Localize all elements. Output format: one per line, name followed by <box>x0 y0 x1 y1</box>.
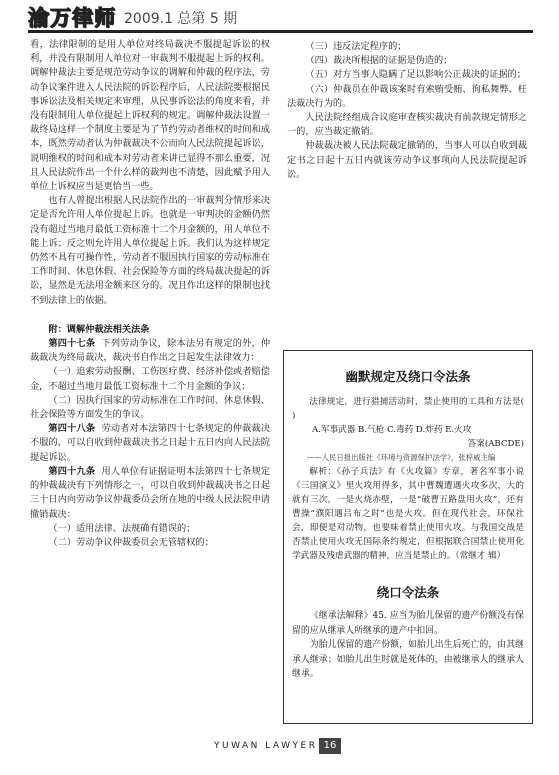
article-heading: 第四十七条 <box>48 338 96 350</box>
appendix-title: 附：调解仲裁法相关法条 <box>48 323 150 335</box>
paragraph: 也有人曾提出根据人民法院作出的一审裁判分情形来决定是否允许用人单位提起上诉。也就是一审判决的金额仍然没有超过当地月最低工资标准十二个月金额的，用人单位不能上诉；反之则允许用人单位提起上诉。我们认为这样规定仍然不具有可操作性，劳动者不服因执行国家的劳动标准在工作时间、休息休假、社会保险等方面的终局裁决提起的诉讼，显然是无法用金额来区分的。况且作出这样的限制也找不到法律上的依据。 <box>30 195 270 306</box>
magazine-logo: 渝万律师 <box>28 6 116 30</box>
analysis-text: 解析：《孙子兵法》有《火攻篇》专章，著名军事小说《三国演义》里火攻用得多，其中曹魏遭遇火攻多次，大的就有三次，一是火烧赤壁，一是“破曹五路盘用火攻”，还有曹操“濮阳遇吕布之时”也是火攻。但在现代社会，环保社会，即便是对动物，也要味着禁止使用火攻。与我国交战是否禁止使用火攻无国际条约规定，但根据联合国禁止使用化学武器及残虐武器的精神，应当是禁止的。（常继才 辑） <box>292 467 524 561</box>
article-item: （四）裁决所根据的证据是伪造的； <box>305 55 453 67</box>
left-column <box>30 38 270 550</box>
article-text: 用人单位有证据证明本法第四十七条规定的仲裁裁决有下列情形之一，可以自收到仲裁裁决书之日起三十日内向劳动争议仲裁委员会所在地的中级人民法院申请撤销裁决： <box>30 465 271 520</box>
source-citation: ——人民日报出版社《环境与资源保护法学》，张梓威主编 <box>306 453 496 462</box>
article-item: （五）对方当事人隐瞒了足以影响公正裁决的证据的； <box>305 69 526 81</box>
box-title-humor: 幽默规定及绕口令法条 <box>345 369 471 384</box>
paragraph: 人民法院经组成合议庭审查核实裁决有前款规定情形之一的，应当裁定撤销。 <box>287 112 527 138</box>
page-header <box>28 4 533 33</box>
box-title-tongue-twister: 绕口令法条 <box>376 585 440 600</box>
paragraph: 《继承法解释》45. 应当为胎儿保留的遗产份额没有保留的应从继承人所继承的遗产中扣回。 <box>292 611 524 636</box>
page-number: 16 <box>319 738 341 754</box>
paragraph: 仲裁裁决被人民法院裁定撤销的，当事人可以自收到裁定书之日起十五日内就该劳动争议事项向人民法院提起诉讼。 <box>287 140 527 180</box>
answer-options: A.军事武器 B.气枪 C.毒药 D.炸药 E.火攻 <box>312 425 472 435</box>
article-47 <box>30 337 270 365</box>
article-heading: 第四十八条 <box>48 423 96 435</box>
article-item: （三）违反法定程序的； <box>305 41 407 52</box>
article-text: 劳动者对本法第四十七条规定的仲裁裁决不服的，可以自收到仲裁裁决书之日起十五日内向人民法院提起诉讼。 <box>30 423 271 463</box>
footer-magazine-name: YUWAN LAWYER <box>214 741 318 751</box>
sidebar-box <box>283 350 533 724</box>
paragraph: 为胎儿保留的遗产份额，如胎儿出生后死亡的，由其继承人继承；如胎儿出生时就是死体的，由被继承人的继承人继承。 <box>292 640 524 680</box>
humor-section <box>292 395 524 563</box>
article-item: （一）追索劳动报酬、工伤医疗费、经济补偿或者赔偿金，不超过当地月最低工资标准十二个月金额的争议； <box>30 366 270 392</box>
article-item: （六）仲裁员在仲裁该案时有索贿受贿、徇私舞弊、枉法裁决行为的。 <box>287 83 527 109</box>
page-footer <box>0 738 559 758</box>
article-heading: 第四十九条 <box>48 465 96 477</box>
article-item: （二）劳动争议仲裁委员会无管辖权的； <box>48 536 214 548</box>
issue-number: 2009.1 总第 5 期 <box>124 11 238 27</box>
right-column <box>287 40 527 182</box>
tongue-twister-section <box>292 609 524 682</box>
answer: 答案(ABCDE) <box>467 439 524 449</box>
question-text: 法律规定，进行猎捕活动时，禁止使用的工具和方法是( ) <box>292 397 524 421</box>
article-item: （二）因执行国家的劳动标准在工作时间、休息休假、社会保险等方面发生的争议。 <box>30 394 270 421</box>
article-48 <box>30 422 270 465</box>
article-item: （一）适用法律、法规确有错误的； <box>48 522 196 534</box>
paragraph: 看，法律限制的是用人单位对终局裁决不服提起诉讼的权利，并没有限制用人单位对一审裁判不服提起上诉的权利。调解仲裁法主要是规范劳动争议的调解和仲裁的程序法，劳动争议案件进入人民法院的诉讼程序后，人民法院要根据民事诉讼法及相关规定来审理，从民事诉讼法的角度来看，并没有限制用人单位提起上诉权利的规定。调解仲裁法设置一裁终局这样一个制度主要是为了节约劳动者维权的时间和成本，既然劳动者认为仲裁裁决不公而向人民法院提起诉讼，说明维权的时间和成本对劳动者来讲已显得不那么重要，况且人民法院作出一个什么样的裁判也不清楚，因此赋予用人单位上诉权应当是更恰当一些。 <box>30 39 270 193</box>
article-49 <box>30 465 270 522</box>
article-text: 下列劳动争议，除本法另有规定的外，仲裁裁决为终局裁决，裁决书自作出之日起发生法律效力： <box>30 338 271 364</box>
spacer <box>30 308 270 323</box>
